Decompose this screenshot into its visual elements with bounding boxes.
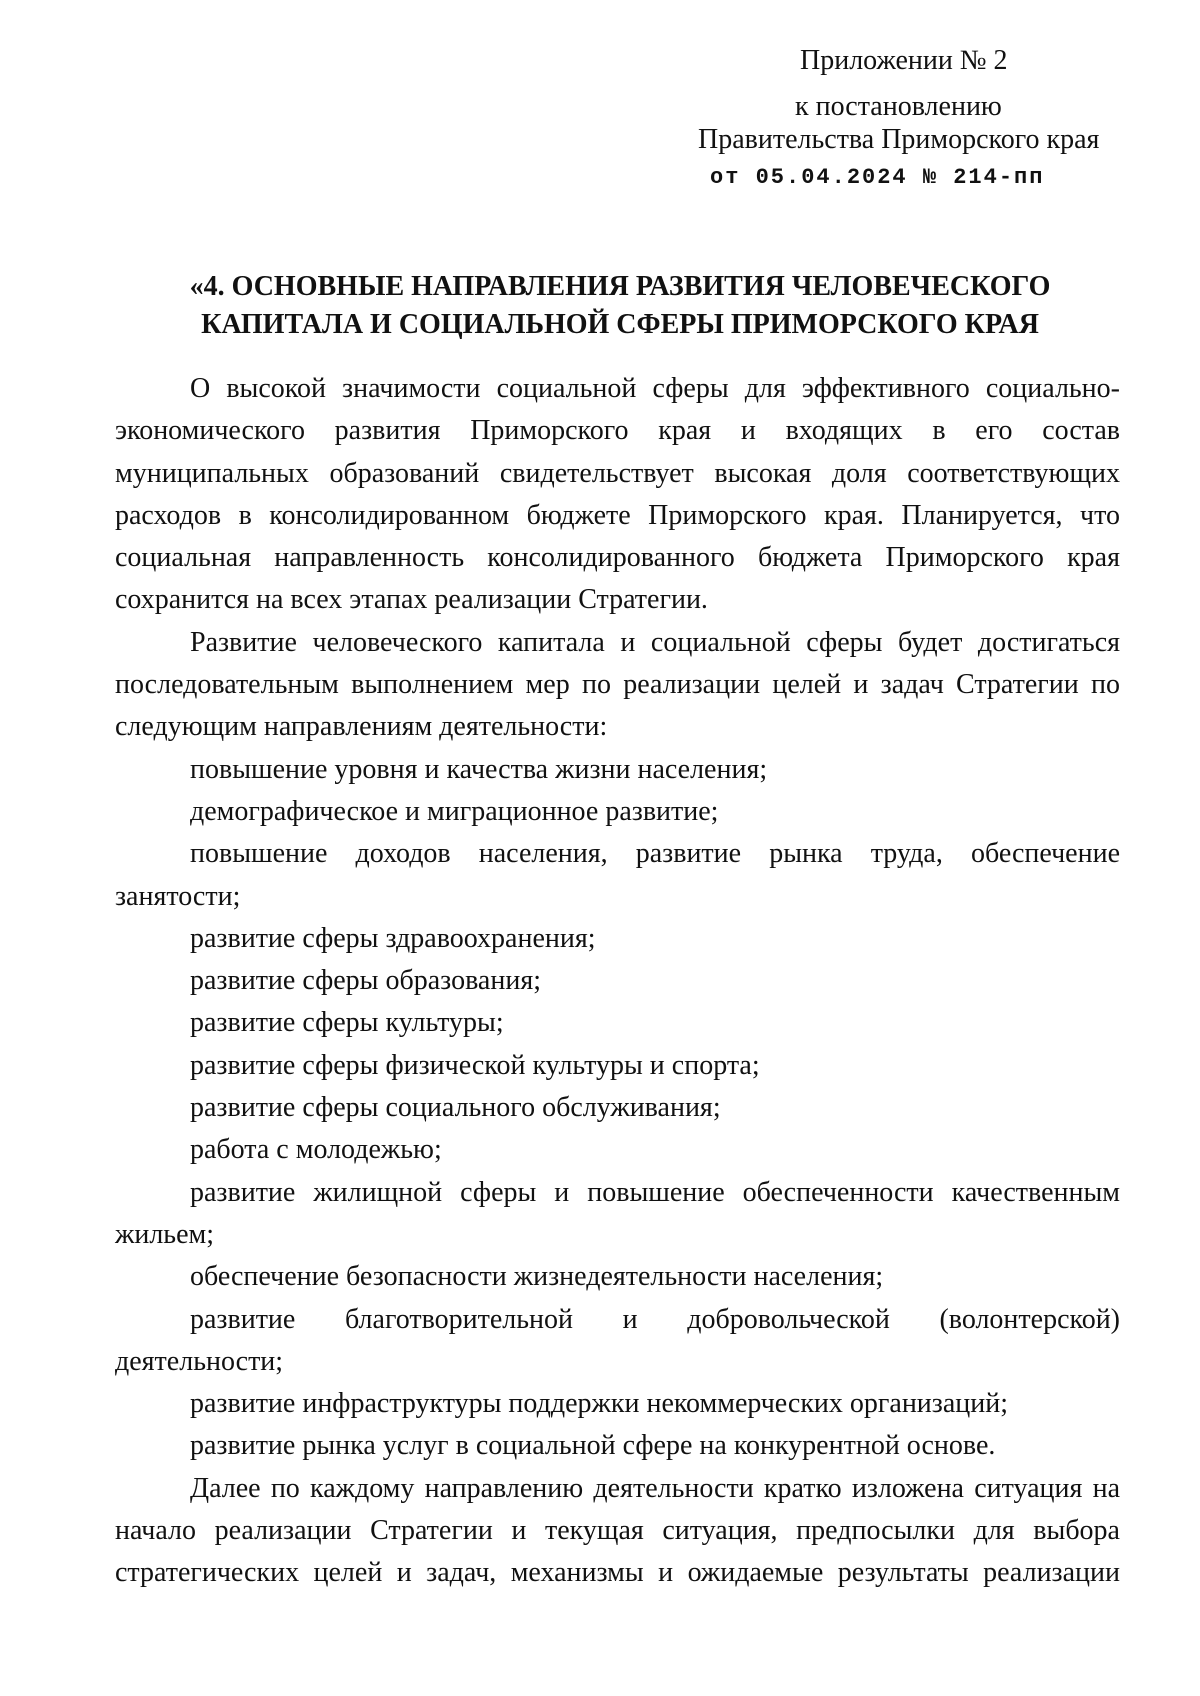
resolution-reference: к постановлению (795, 91, 1002, 122)
direction-item: развитие сферы физической культуры и спорта; (190, 1049, 760, 1081)
direction-item: развитие сферы культуры; (190, 1007, 504, 1039)
direction-item: повышение уровня и качества жизни населения; (190, 753, 768, 785)
appendix-header (0, 44, 1200, 190)
direction-item: развитие сферы здравоохранения; (190, 922, 596, 954)
direction-item: развитие жилищной сферы и повышение обеспеченности качественным жильем; (115, 1176, 1120, 1250)
direction-item: демографическое и миграционное развитие; (190, 795, 719, 827)
direction-item: работа с молодежью; (190, 1134, 442, 1166)
direction-item: развитие рынка услуг в социальной сфере на конкурентной основе. (190, 1430, 996, 1462)
paragraph-development-directions: Развитие человеческого капитала и социальной сферы будет достигаться последовательным выполнением мер по реализации целей и задач Стратегии по следующим направлениям деятельности: (115, 626, 1120, 743)
direction-item: развитие инфраструктуры поддержки некоммерческих организаций; (190, 1388, 1009, 1420)
appendix-number: Приложении № 2 (800, 45, 1008, 76)
paragraph-closing: Далее по каждому направлению деятельности кратко изложена ситуация на начало реализации Стратегии и текущая ситуация, предпосылки для выбора стратегических целей и задач, механизмы и ожидаемые результаты реализации (115, 1472, 1120, 1589)
document-body (115, 368, 1120, 1595)
section-title: «4. ОСНОВНЫЕ НАПРАВЛЕНИЯ РАЗВИТИЯ ЧЕЛОВЕЧЕСКОГО КАПИТАЛА И СОЦИАЛЬНОЙ СФЕРЫ ПРИМОРСКОГО КРАЯ (189, 271, 1051, 340)
direction-item: развитие сферы социального обслуживания; (190, 1092, 721, 1124)
direction-item: развитие сферы образования; (190, 965, 541, 997)
direction-item: развитие благотворительной и добровольческой (волонтерской) деятельности; (115, 1303, 1120, 1377)
direction-item: повышение доходов населения, развитие рынка труда, обеспечение занятости; (115, 838, 1120, 912)
direction-item: обеспечение безопасности жизнедеятельности населения; (190, 1261, 884, 1293)
resolution-date-number: от 05.04.2024 № 214-пп (710, 165, 1045, 190)
government-name: Правительства Приморского края (698, 124, 1100, 155)
paragraph-social-significance: О высокой значимости социальной сферы для эффективного социально-экономического развития Приморского края и входящих в его состав муниципальных образований свидетельствует высокая доля соответствующих расходов в консолидированном бюджете Приморского края. Планируется, что социальная направленность консолидированного бюджета Приморского края сохранится на всех этапах реализации Стратегии. (115, 373, 1120, 616)
